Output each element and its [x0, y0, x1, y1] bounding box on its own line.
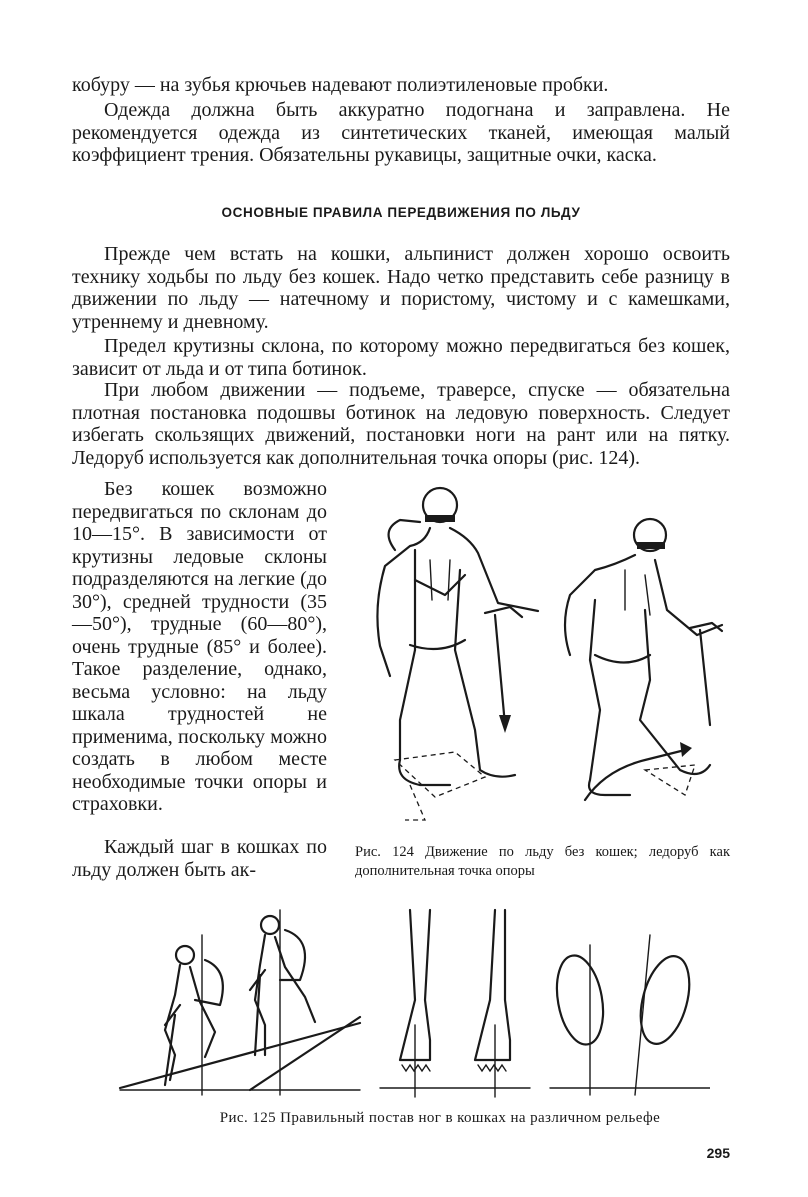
- paragraph-clothing: Одежда должна быть аккуратно подогнана и заправлена. Не рекомендуется одежда из синтетических тканей, имеющая малый коэффициент трения. Обязательны рукавицы, защитные очки, каска.: [72, 99, 730, 166]
- paragraph-technique: Прежде чем встать на кошки, альпинист должен хорошо освоить технику ходьбы по льду без кошек. Надо четко представить себе разницу в движении по льду — натечному и пористому, чистому и с камешками, утреннему и дневному.: [72, 243, 730, 333]
- figure-124-illustration: [355, 480, 735, 835]
- section-heading: ОСНОВНЫЕ ПРАВИЛА ПЕРЕДВИЖЕНИЯ ПО ЛЬДУ: [221, 205, 581, 220]
- ice-axe-icon: [485, 607, 522, 733]
- footprint-outline: [645, 765, 695, 795]
- slope-line: [120, 1023, 360, 1088]
- figure-125-caption: Рис. 125 Правильный постав ног в кошках на различном рельефе: [219, 1110, 661, 1126]
- vertical-line: [202, 910, 280, 1095]
- climber-ascending-figure: [165, 946, 223, 1085]
- page-number: 295: [706, 1145, 730, 1161]
- legs-frontal-view: [380, 910, 530, 1097]
- climber-ascending-figure: [250, 916, 315, 1055]
- arrow-head: [680, 742, 692, 757]
- crampon-sole-outline: [550, 935, 710, 1095]
- paragraph-slope-limit: Предел крутизны склона, по которому можно передвигаться без кошек, зависит от льда и от типа ботинок.: [72, 335, 730, 380]
- paragraph-footing: При любом движении — подъеме, траверсе, спуске — обязательна плотная постановка подошвы ботинок на ледовую поверхность. Следует избегать скользящих движений, постановки ноги на рант или на пятку. Ледоруб используется как дополнительная точка опоры (рис. 124).: [72, 379, 730, 469]
- paragraph-difficulty: Без кошек возможно передвигаться по склонам до 10—15°. В зависимости от крутизны ледовые склоны подразделяются на легкие (до 30°), средней трудности (35—50°), трудные (60—80°), очень трудные (85° и более). Такое разделение, однако, весьма условно: на льду шкала трудностей не применима, поскольку можно создать в любом месте необходимые точки опоры и страховки.: [72, 478, 327, 815]
- figure-125-illustration: [110, 905, 710, 1100]
- paragraph-crampon-step: Каждый шаг в кошках по льду должен быть ак-: [72, 836, 327, 881]
- ice-axe-icon: [690, 623, 722, 725]
- climber-walking-figure: [565, 519, 722, 795]
- climber-walking-figure: [377, 488, 538, 785]
- figure-124-caption: Рис. 124 Движение по льду без кошек; ледоруб как дополнительная точка опоры: [355, 844, 730, 879]
- slope-line: [250, 1017, 360, 1090]
- paragraph-continuation: кобуру — на зубья крючьев надевают полиэтиленовые пробки.: [72, 74, 609, 96]
